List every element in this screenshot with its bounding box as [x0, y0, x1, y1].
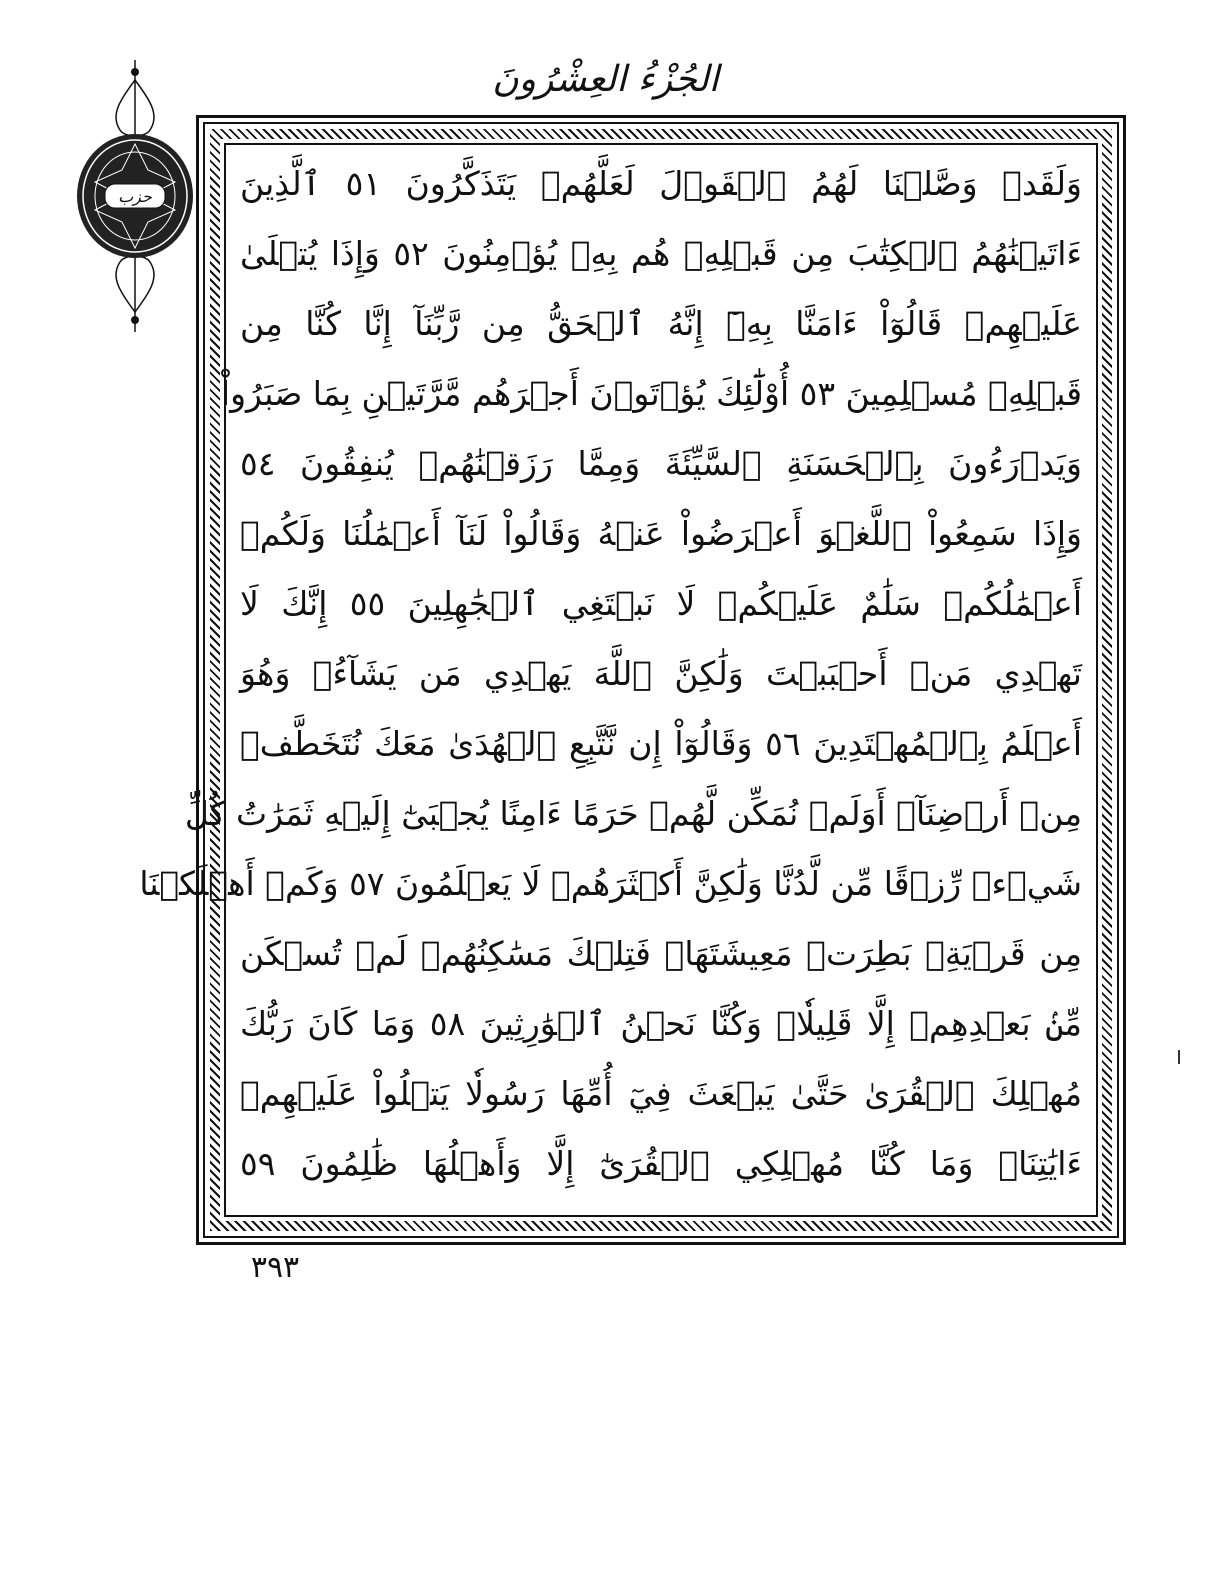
- text-line-11: شَيۡءٖ رِّزۡقًا مِّن لَّدُنَّا وَلَٰكِنَّ أَكۡثَرَهُمۡ لَا يَعۡلَمُونَ ٥٧ وَكَمۡ أَهۡلَكۡنَا: [139, 863, 1082, 903]
- scan-edge-mark: [1178, 1050, 1180, 1064]
- text-line-6: وَإِذَا سَمِعُواْ ٱللَّغۡوَ أَعۡرَضُواْ عَنۡهُ وَقَالُواْ لَنَآ أَعۡمَٰلُنَا وَلَكُمۡ: [240, 513, 1082, 553]
- text-line-5: وَيَدۡرَءُونَ بِٱلۡحَسَنَةِ ٱلسَّيِّئَةَ وَمِمَّا رَزَقۡنَٰهُمۡ يُنفِقُونَ ٥٤: [240, 443, 1082, 483]
- page-number: ٣٩٣: [250, 1250, 300, 1285]
- text-line-10: مِنۡ أَرۡضِنَآۚ أَوَلَمۡ نُمَكِّن لَّهُمۡ حَرَمًا ءَامِنًا يُجۡبَىٰٓ إِلَيۡهِ ثَمَرَٰتُ كُلِّ: [184, 793, 1082, 833]
- hizb-marker-icon: [70, 60, 200, 332]
- text-line-13: مِّنۢ بَعۡدِهِمۡ إِلَّا قَلِيلٗاۖ وَكُنَّا نَحۡنُ ٱلۡوَٰرِثِينَ ٥٨ وَمَا كَانَ رَبُّكَ: [240, 1003, 1082, 1043]
- text-line-7: أَعۡمَٰلُكُمۡ سَلَٰمٌ عَلَيۡكُمۡ لَا نَبۡتَغِي ٱلۡجَٰهِلِينَ ٥٥ إِنَّكَ لَا: [240, 583, 1083, 623]
- text-line-4: قَبۡلِهِۦ مُسۡلِمِينَ ٥٣ أُوْلَٰٓئِكَ يُؤۡتَوۡنَ أَجۡرَهُم مَّرَّتَيۡنِ بِمَا صَبَرُواْ: [220, 373, 1082, 413]
- text-line-3: عَلَيۡهِمۡ قَالُوٓاْ ءَامَنَّا بِهِۦٓ إِنَّهُ ٱلۡحَقُّ مِن رَّبِّنَآ إِنَّا كُنَّا مِن: [240, 303, 1082, 343]
- text-line-15: ءَايَٰتِنَاۚ وَمَا كُنَّا مُهۡلِكِي ٱلۡقُرَىٰٓ إِلَّا وَأَهۡلُهَا ظَٰلِمُونَ ٥٩: [240, 1143, 1082, 1183]
- hizb-label: حزب: [118, 187, 152, 206]
- text-line-9: أَعۡلَمُ بِٱلۡمُهۡتَدِينَ ٥٦ وَقَالُوٓاْ إِن نَّتَّبِعِ ٱلۡهُدَىٰ مَعَكَ نُتَخَطَّفۡ: [240, 723, 1082, 763]
- text-line-12: مِن قَرۡيَةِۭ بَطِرَتۡ مَعِيشَتَهَاۖ فَتِلۡكَ مَسَٰكِنُهُمۡ لَمۡ تُسۡكَن: [240, 933, 1082, 973]
- juz-title: الجُزْءُ العِشْرُونَ: [492, 59, 719, 100]
- quran-text: [139, 148, 1083, 1198]
- text-line-14: مُهۡلِكَ ٱلۡقُرَىٰ حَتَّىٰ يَبۡعَثَ فِيٓ أُمِّهَا رَسُولٗا يَتۡلُواْ عَلَيۡهِمۡ: [240, 1073, 1082, 1113]
- text-line-8: تَهۡدِي مَنۡ أَحۡبَبۡتَ وَلَٰكِنَّ ٱللَّهَ يَهۡدِي مَن يَشَآءُۚ وَهُوَ: [240, 653, 1082, 693]
- text-line-1: وَلَقَدۡ وَصَّلۡنَا لَهُمُ ٱلۡقَوۡلَ لَعَلَّهُمۡ يَتَذَكَّرُونَ ٥١ ٱلَّذِينَ: [240, 163, 1082, 203]
- text-line-2: ءَاتَيۡنَٰهُمُ ٱلۡكِتَٰبَ مِن قَبۡلِهِۦ هُم بِهِۦ يُؤۡمِنُونَ ٥٢ وَإِذَا يُتۡلَىٰ: [240, 233, 1082, 273]
